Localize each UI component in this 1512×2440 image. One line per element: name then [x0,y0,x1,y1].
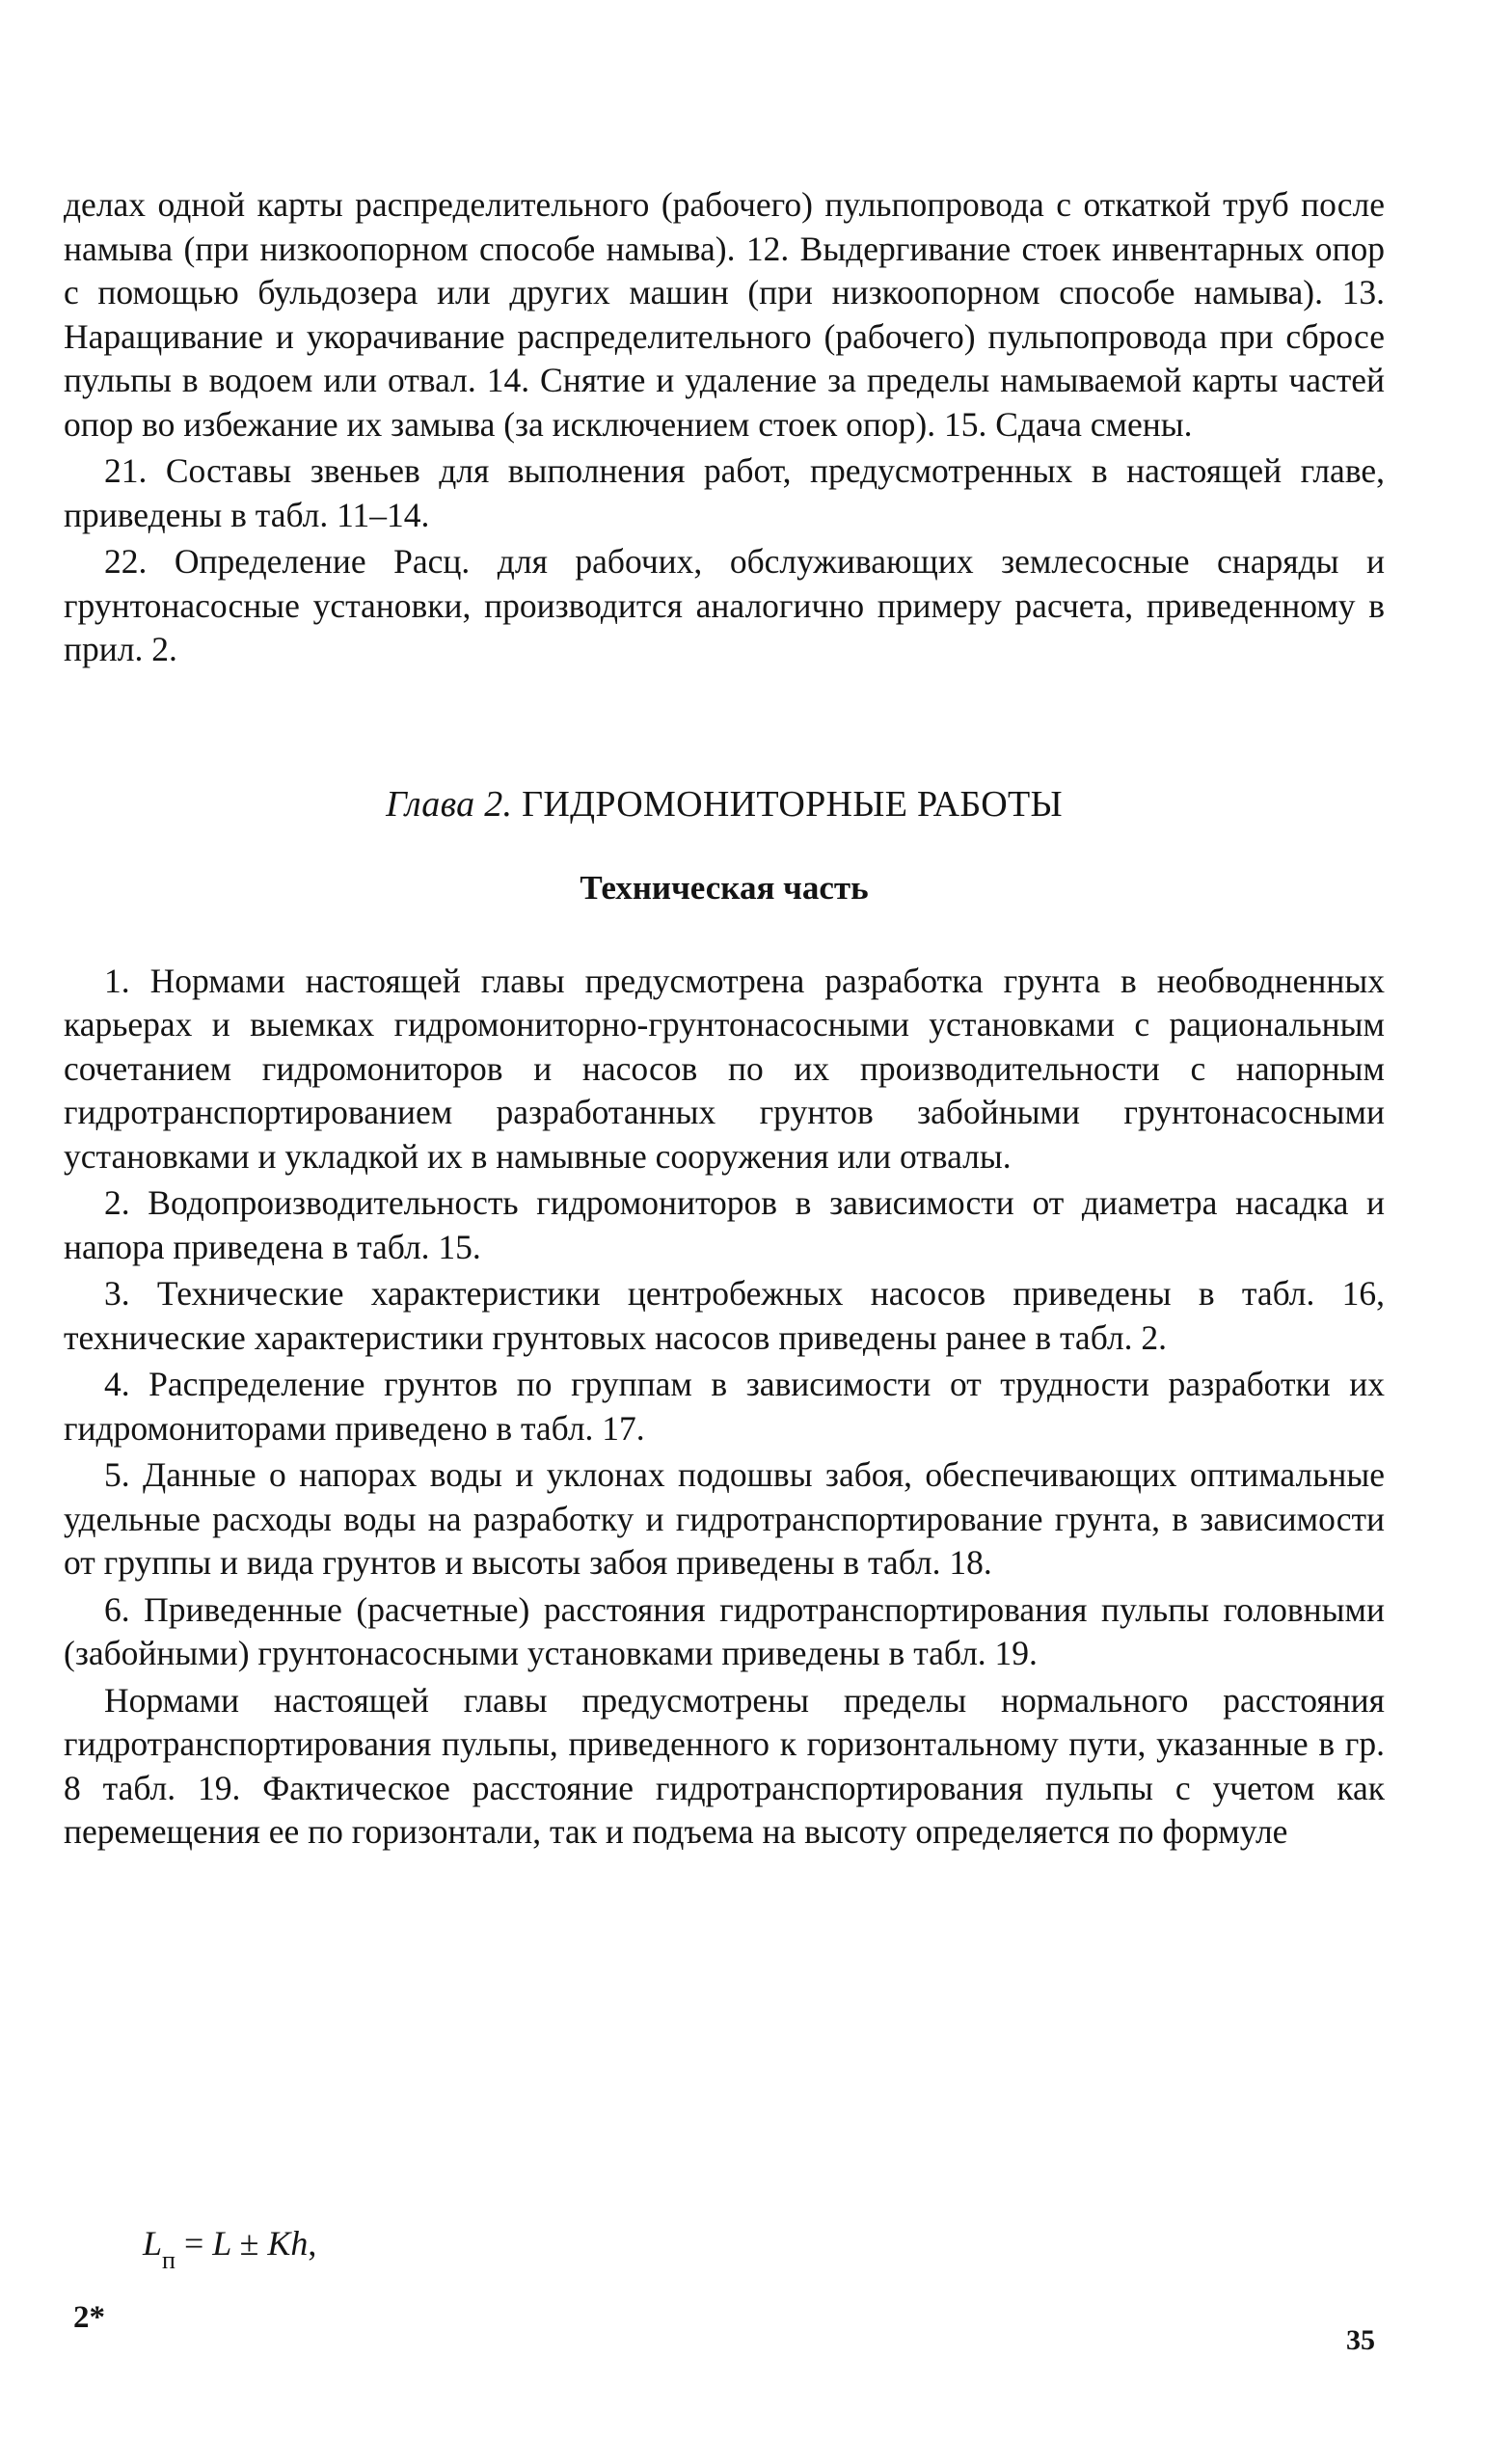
item-7: Нормами настоящей главы предусмотрены пределы нормального расстояния гидротранспортирования пульпы, приведенного к горизонтальному пути, указанные в гр. 8 табл. 19. Фактическое расстояние гидротранспортирования пульпы с учетом как перемещения ее по горизонтали, так и подъема на высоту определяется по формуле [64,1680,1385,1851]
formula-rhs-l: L [212,2224,231,2263]
item-2: 2. Водопроизводительность гидромониторов в зависимости от диаметра насадка и напора приведена в табл. 15. [64,1183,1385,1266]
formula-lhs-subscript: п [162,2246,176,2274]
formula-plus-minus: ± [239,2224,259,2263]
page-body [64,183,1385,1855]
signature-mark: 2* [73,2300,105,2335]
page-number: 35 [1346,2324,1375,2356]
chapter-label: Глава 2. [386,783,513,825]
formula-lhs: L [143,2224,163,2263]
formula-equals: = [183,2224,204,2263]
distance-formula [143,2223,317,2274]
chapter-heading [64,782,1385,827]
item-3: 3. Технические характеристики центробежных насосов приведены в табл. 16, технические характеристики грунтовых насосов приведены ранее в табл. 2. [64,1274,1385,1357]
formula-trailing-comma: , [308,2224,317,2263]
section-heading: Техническая часть [580,868,869,907]
item-1: 1. Нормами настоящей главы предусмотрена разработка грунта в необводненных карьерах и выемках гидромониторно-грунтонасосными установками с рациональным сочетанием гидромониторов и насосов по их производительности с напорным гидротранспортированием разработанных грунтов забойными грунтонасосными установками и укладкой их в намывные сооружения или отвалы. [64,961,1385,1176]
item-6: 6. Приведенные (расчетные) расстояния гидротранспортирования пульпы головными (забойными) грунтонасосными установками приведены в табл. 19. [64,1589,1385,1672]
paragraph-21: 21. Составы звеньев для выполнения работ, предусмотренных в настоящей главе, приведены в табл. 11–14. [64,451,1385,534]
chapter-title-text: ГИДРОМОНИТОРНЫЕ РАБОТЫ [522,783,1063,825]
continuation-paragraph: делах одной карты распределительного (рабочего) пульпопровода с откаткой труб после намыва (при низкоопорном способе намыва). 12. Выдергивание стоек инвентарных опор с помощью бульдозера или других машин (при низкоопорном способе намыва). 13. Наращивание и укорачивание распределительного (рабочего) пульпопровода при сбросе пульпы в водоем или отвал. 14. Снятие и удаление за пределы намываемой карты частей опор во избежание их замыва (за исключением стоек опор). 15. Сдача смены. [64,185,1385,444]
item-4: 4. Распределение грунтов по группам в зависимости от трудности разработки их гидромониторами приведено в табл. 17. [64,1365,1385,1448]
paragraph-22: 22. Определение Расц. для рабочих, обслуживающих землесосные снаряды и грунтонасосные установки, производится аналогично примеру расчета, приведенному в прил. 2. [64,542,1385,668]
item-5: 5. Данные о напорах воды и уклонах подошвы забоя, обеспечивающих оптимальные удельные расходы воды на разработку и гидротранспортирование грунта, в зависимости от группы и вида грунтов и высоты забоя приведены в табл. 18. [64,1455,1385,1582]
formula-rhs-kh: Kh [267,2224,309,2263]
